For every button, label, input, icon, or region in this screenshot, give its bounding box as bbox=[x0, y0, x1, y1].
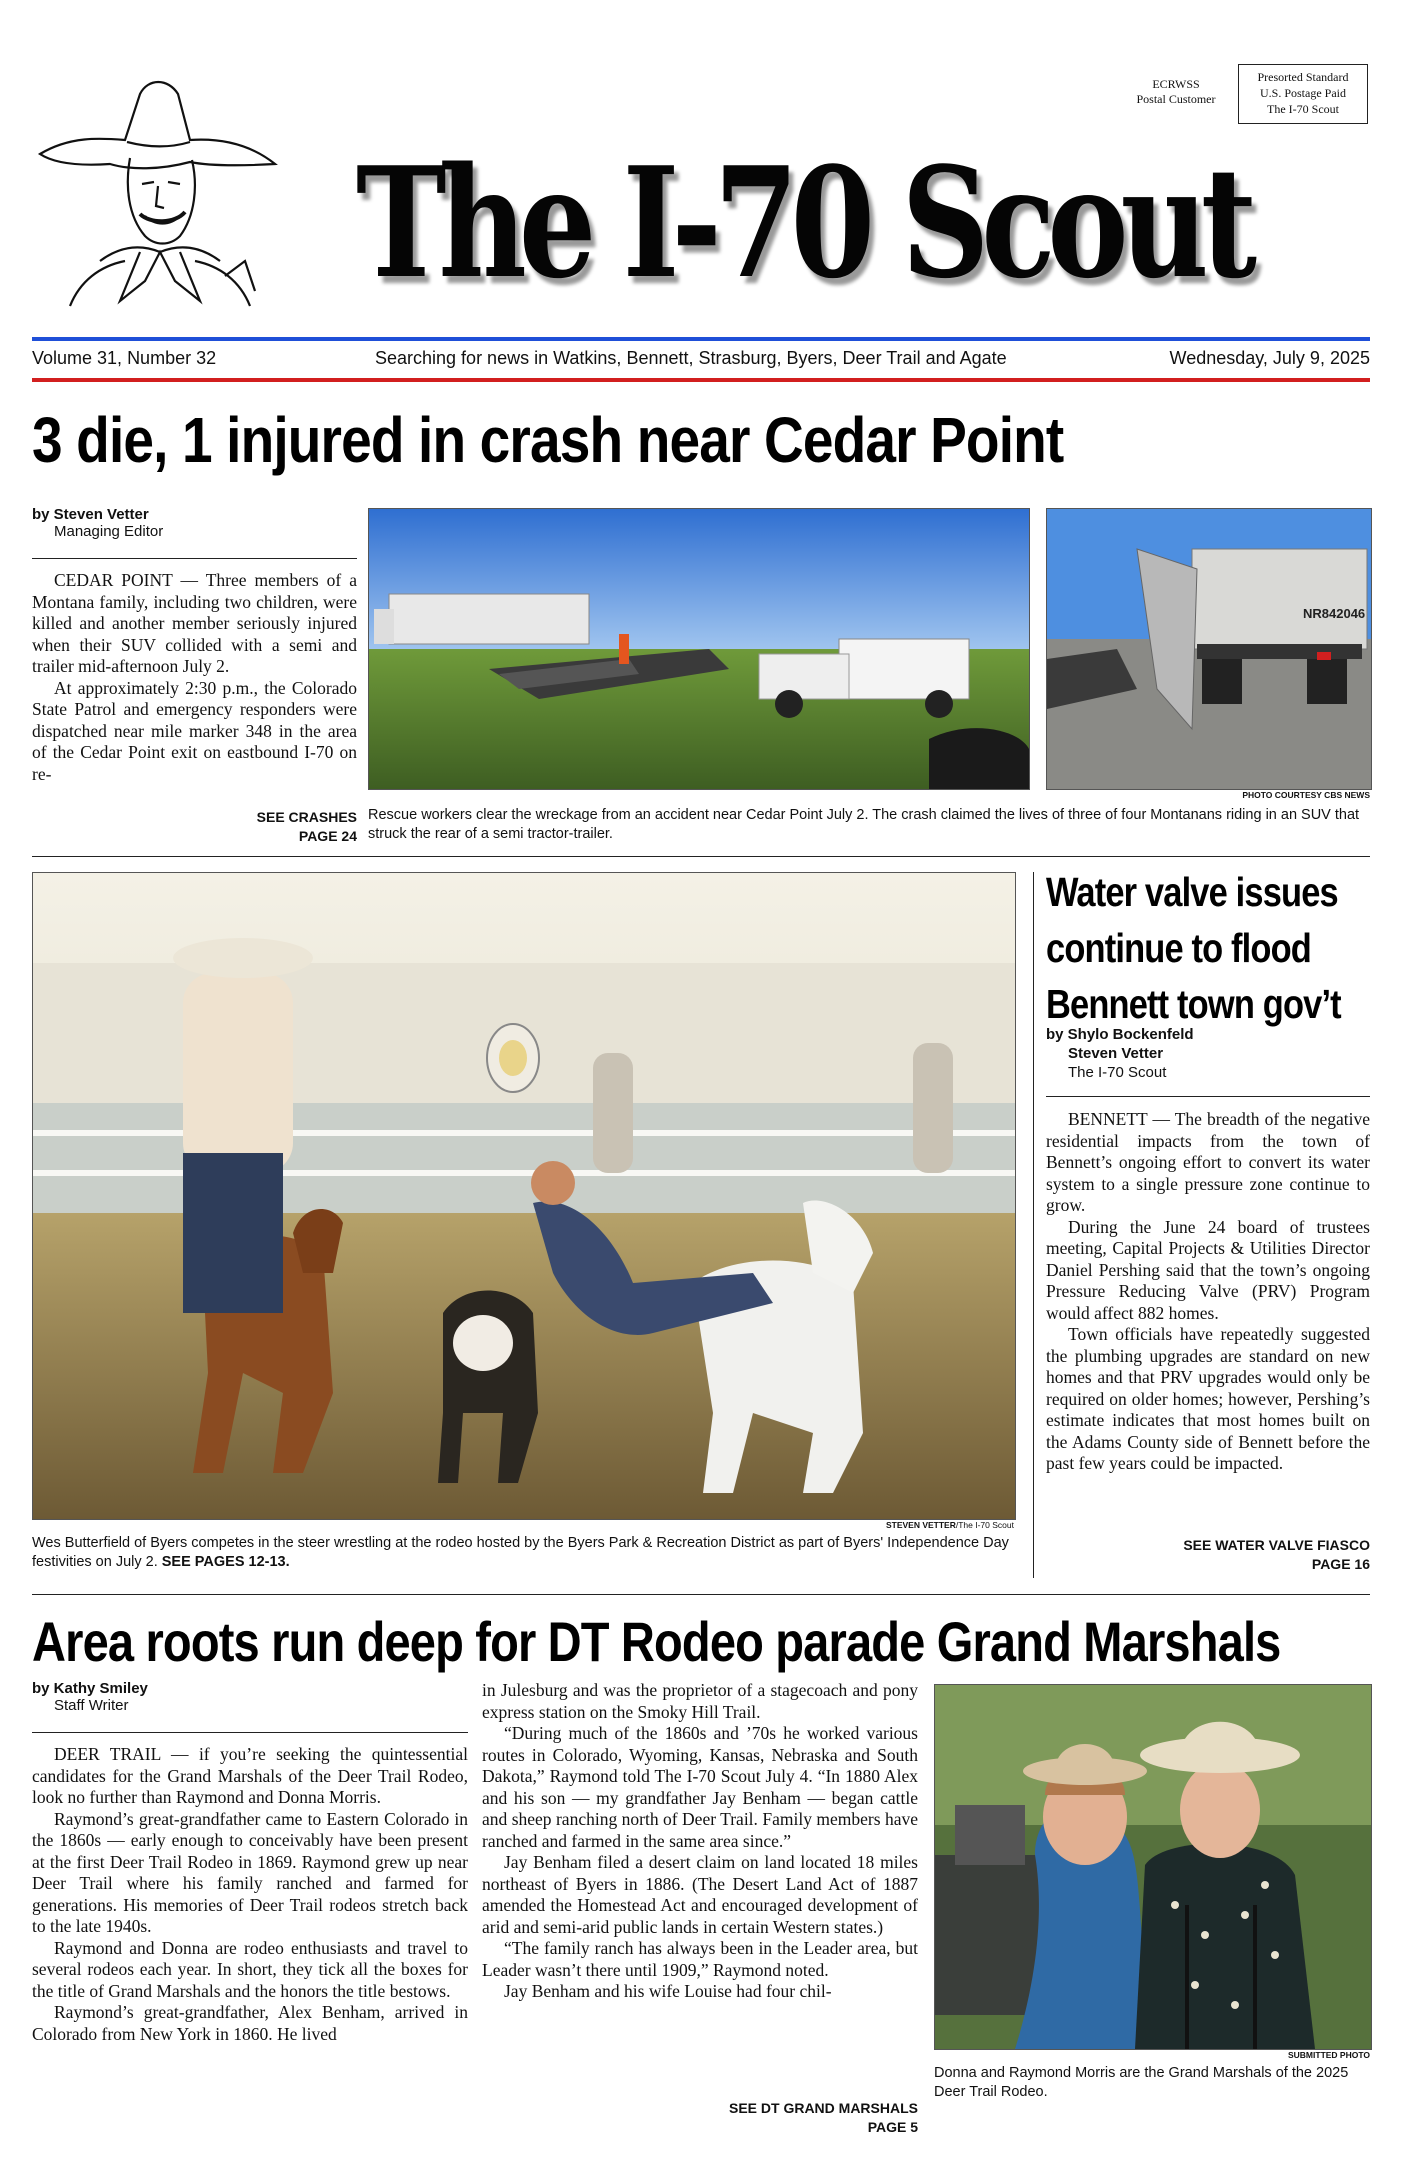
story3-column-1 bbox=[32, 1744, 468, 2045]
story2-headline-line: Water valve issues bbox=[1046, 869, 1338, 915]
story1-jump-page[interactable]: PAGE 24 bbox=[298, 828, 357, 844]
crash-photo-left bbox=[368, 508, 1030, 790]
section-rule-1 bbox=[32, 856, 1370, 857]
story2-byline-name: by Shylo Bockenfeld bbox=[1046, 1026, 1194, 1043]
rodeo-photo bbox=[32, 872, 1016, 1520]
rodeo-credit-org: /The I-70 Scout bbox=[955, 1520, 1014, 1530]
column-divider bbox=[1033, 872, 1034, 1578]
story1-jump-see[interactable]: SEE CRASHES bbox=[256, 809, 357, 825]
story1-byline bbox=[32, 506, 357, 540]
story3-paragraph: Raymond’s great-grandfather came to Eastern Colorado in the 1860s — early enough to conceivably have been present at the first Deer Trail Rodeo in 1869. Raymond grew up near Deer Trail where his family ranched and farmed for generations. His memories of Deer Trail rodeos stretch back to the late 1940s. bbox=[32, 1808, 468, 1936]
story1-paragraph: CEDAR POINT — Three members of a Montana family, including two children, were killed and another member seriously injured when their SUV collided with a semi and trailer mid-afternoon July 2. bbox=[32, 570, 357, 676]
story3-paragraph: Raymond and Donna are rodeo enthusiasts and travel to several rodeos each year. In short, they tick all the boxes for the title of Grand Marshals and the honors the title bestows. bbox=[32, 1937, 468, 2001]
volume-number: Volume 31, Number 32 bbox=[32, 348, 217, 368]
ecrwss-text: ECRWSS bbox=[1152, 77, 1200, 91]
postage-line-2: U.S. Postage Paid bbox=[1259, 86, 1346, 100]
story2-headline bbox=[1046, 864, 1341, 1032]
ecrwss-label bbox=[1120, 77, 1232, 107]
story3-paragraph: DEER TRAIL — if you’re seeking the quintessential candidates for the Grand Marshals of the Deer Trail Rodeo, look no further than Raymond and Donna Morris. bbox=[32, 1744, 468, 1807]
rodeo-caption bbox=[32, 1534, 1014, 1572]
crash-photo-right bbox=[1046, 508, 1372, 790]
masthead-red-rule bbox=[32, 378, 1370, 382]
story3-paragraph: “During much of the 1860s and ’70s he worked various routes in Colorado, Wyoming, Kansas, Nebraska and South Dakota,” Raymond told The I-70 Scout July 4. “In 1880 Alex and his son — my grandfather Jay Benham — began cattle and sheep ranching north of Deer Trail. Family members have ranched and farmed in the same area since.” bbox=[482, 1723, 918, 1851]
story2-jump[interactable] bbox=[1046, 1536, 1370, 1574]
story2-paragraph: Town officials have repeatedly suggested the plumbing upgrades are standard on new homes and that PRV upgrades would only be required on older homes; however, Pershing’s estimate indicates that most homes built on the Adams County side of Bennett before the past few years could be impacted. bbox=[1046, 1324, 1370, 1473]
story2-byline-name-2: Steven Vetter bbox=[1068, 1045, 1164, 1062]
story3-byline-role: Staff Writer bbox=[54, 1697, 129, 1714]
masthead-logo-cowboy bbox=[30, 66, 280, 311]
story3-byline-name: by Kathy Smiley bbox=[32, 1680, 148, 1697]
story1-paragraph: At approximately 2:30 p.m., the Colorado State Patrol and emergency responders were dispatched near mile marker 348 in the area of the Cedar Point exit on eastbound I-70 on re- bbox=[32, 677, 357, 784]
story2-paragraph: BENNETT — The breadth of the negative residential impacts from the town of Bennett’s ongoing effort to convert its water system to a single pressure zone continue to grow. bbox=[1046, 1109, 1370, 1215]
story3-jump-see[interactable]: SEE DT GRAND MARSHALS bbox=[728, 2100, 918, 2116]
rodeo-photo-credit bbox=[32, 1520, 1014, 1530]
newspaper-title: The I-70 Scout bbox=[356, 133, 1250, 312]
story2-byline-role: The I-70 Scout bbox=[1068, 1064, 1167, 1081]
story2-headline-line: continue to flood bbox=[1046, 925, 1312, 971]
story3-column-2 bbox=[482, 1680, 918, 2003]
story1-body bbox=[32, 570, 357, 785]
story1-caption: Rescue workers clear the wreckage from an accident near Cedar Point July 2. The crash claimed the lives of three of four Montanans riding in an SUV that struck the rear of a semi tractor-trailer. bbox=[368, 807, 1360, 842]
story1-byline-name: by Steven Vetter bbox=[32, 506, 149, 523]
story3-byline bbox=[32, 1680, 468, 1714]
story2-paragraph: During the June 24 board of trustees meeting, Capital Projects & Utilities Director Daniel Pershing said that the town’s ongoing Pressure Reducing Valve (PRV) Program would affect 882 homes. bbox=[1046, 1216, 1370, 1323]
masthead-blue-rule bbox=[32, 337, 1370, 341]
story3-jump-page[interactable]: PAGE 5 bbox=[867, 2119, 918, 2135]
issue-date: Wednesday, July 9, 2025 bbox=[1169, 348, 1370, 368]
story2-byline bbox=[1046, 1025, 1370, 1082]
story2-byline-rule bbox=[1046, 1096, 1370, 1097]
story2-jump-page[interactable]: PAGE 16 bbox=[1311, 1556, 1370, 1572]
postage-line-3: The I-70 Scout bbox=[1267, 102, 1339, 116]
story1-byline-role: Managing Editor bbox=[54, 523, 164, 540]
story2-jump-see[interactable]: SEE WATER VALVE FIASCO bbox=[1183, 1537, 1370, 1553]
story2-headline-line: Bennett town gov’t bbox=[1046, 981, 1341, 1027]
story3-paragraph: Jay Benham filed a desert claim on land located 18 miles northeast of Byers in 1886. (The Desert Land Act of 1887 amended the Homestead Act and encouraged development of arid and semi-arid public lands in certain Western states.) bbox=[482, 1852, 918, 1937]
story3-photo-credit: SUBMITTED PHOTO bbox=[1287, 2050, 1370, 2060]
story3-paragraph: Jay Benham and his wife Louise had four chil- bbox=[504, 1981, 832, 2001]
rodeo-caption-text: Wes Butterfield of Byers competes in the steer wrestling at the rodeo hosted by the Byers Park & Recreation District as part of Byers' Independence Day festivities on July 2. bbox=[32, 1535, 1009, 1570]
story1-jump[interactable] bbox=[32, 808, 357, 846]
story3-jump[interactable] bbox=[482, 2099, 918, 2137]
story3-caption: Donna and Raymond Morris are the Grand Marshals of the 2025 Deer Trail Rodeo. bbox=[934, 2065, 1349, 2100]
story3-paragraph: Raymond’s great-grandfather, Alex Benham, arrived in Colorado from New York in 1860. He lived bbox=[32, 2002, 468, 2044]
section-rule-2 bbox=[32, 1594, 1370, 1595]
grand-marshals-photo bbox=[934, 1684, 1372, 2050]
story3-headline: Area roots run deep for DT Rodeo parade Grand Marshals bbox=[32, 1610, 1281, 1673]
postage-line-1: Presorted Standard bbox=[1257, 70, 1349, 84]
story3-paragraph: “The family ranch has always been in the Leader area, but Leader wasn’t there until 1909,” Raymond noted. bbox=[482, 1938, 918, 1980]
postage-box bbox=[1238, 64, 1368, 124]
story3-paragraph: in Julesburg and was the proprietor of a stagecoach and pony express station on the Smoky Hill Trail. bbox=[482, 1680, 918, 1722]
story1-headline: 3 die, 1 injured in crash near Cedar Point bbox=[32, 404, 1064, 476]
postal-customer-text: Postal Customer bbox=[1136, 92, 1216, 106]
trailer-plate-text: NR842046 bbox=[1303, 606, 1366, 621]
story2-body bbox=[1046, 1109, 1370, 1475]
rodeo-caption-see[interactable]: SEE PAGES 12-13. bbox=[161, 1554, 290, 1570]
masthead-tagline: Searching for news in Watkins, Bennett, Strasburg, Byers, Deer Trail and Agate bbox=[375, 348, 1007, 368]
rodeo-credit-name: STEVEN VETTER bbox=[885, 1520, 956, 1530]
story3-byline-rule bbox=[32, 1732, 468, 1733]
story1-photo-credit: PHOTO COURTESY CBS NEWS bbox=[1242, 790, 1370, 800]
story1-byline-rule bbox=[32, 558, 357, 559]
